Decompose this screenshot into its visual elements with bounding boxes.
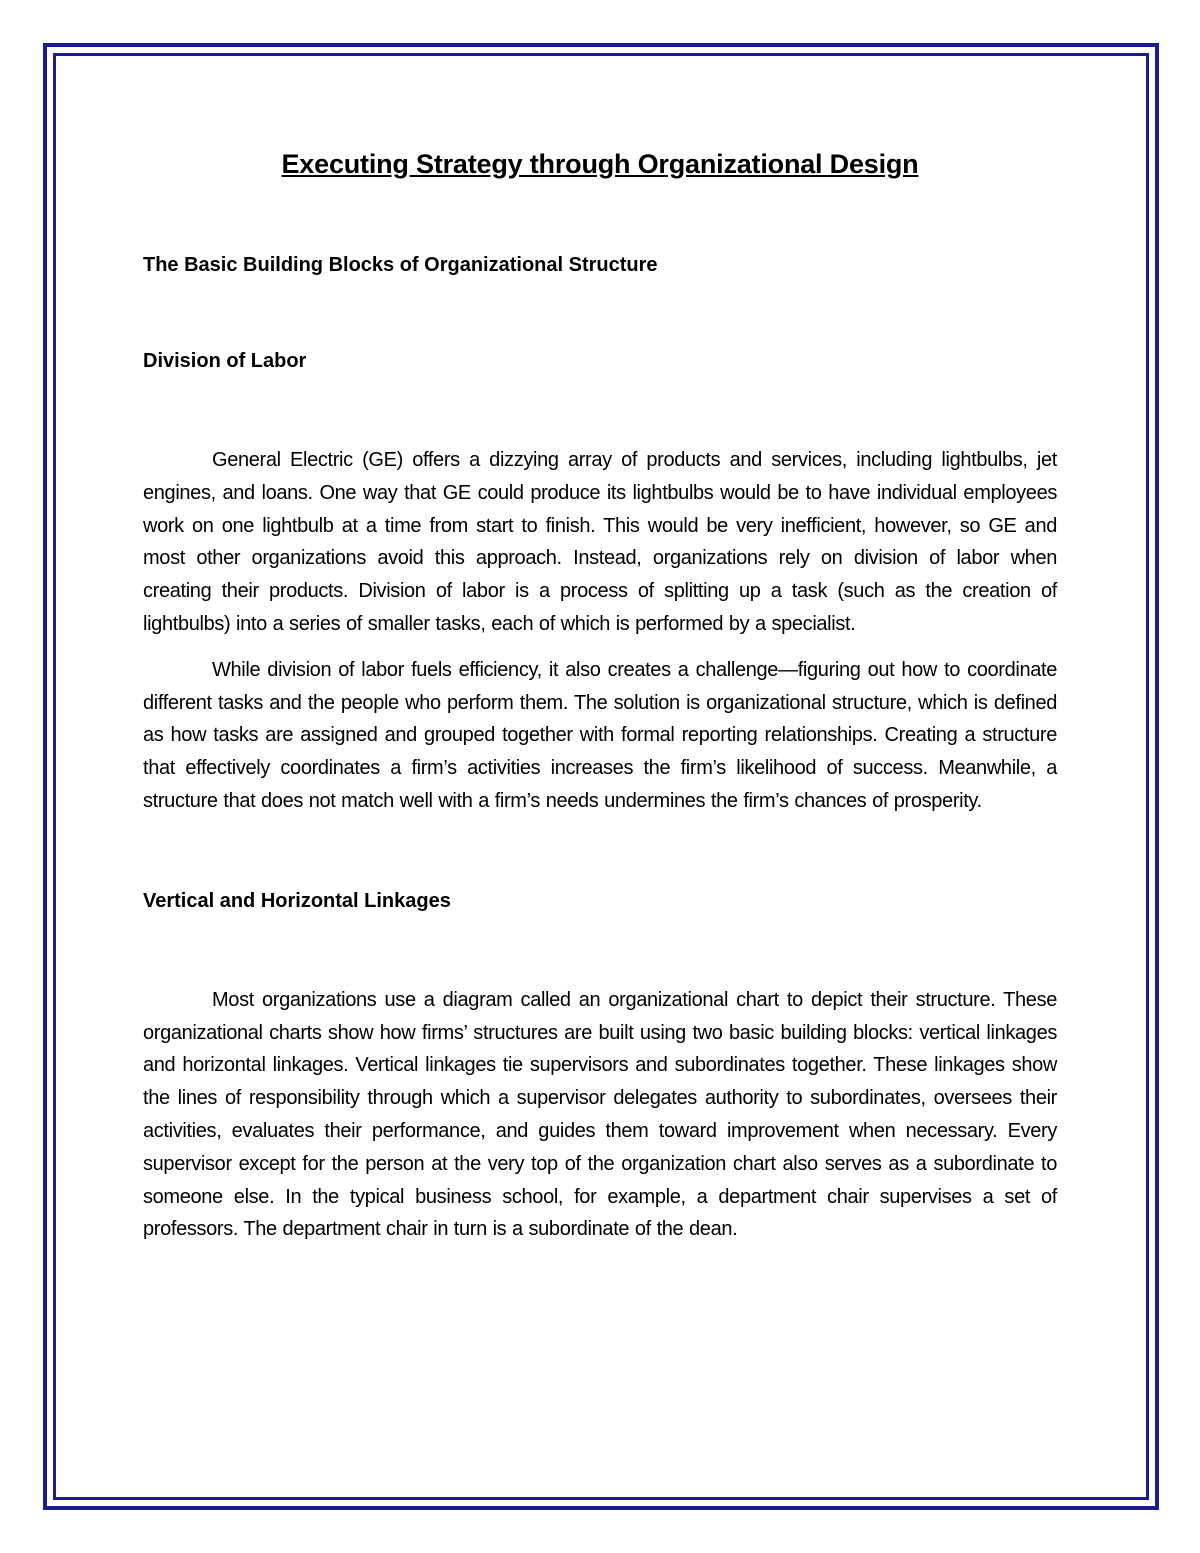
paragraph-division-1: General Electric (GE) offers a dizzying array of products and services, including lightbulbs, jet engines, and loans. One way that GE could produce its lightbulbs would be to have individual employees work on one lightbulb at a time from start to finish. This would be very inefficient, however, so GE and most other organizations avoid this approach. Instead, organizations rely on division of labor when creating their products. Division of labor is a process of splitting up a task (such as the creation of lightbulbs) into a series of smaller tasks, each of which is performed by a specialist.: [143, 449, 1057, 635]
document-title: Executing Strategy through Organizational Design: [281, 149, 919, 179]
section-heading-basic-building-blocks: The Basic Building Blocks of Organizational Structure: [143, 254, 658, 276]
section-heading-vertical-horizontal-linkages: Vertical and Horizontal Linkages: [143, 889, 451, 912]
document-body: [143, 140, 1057, 1246]
paragraph-division-2: While division of labor fuels efficiency, it also creates a challenge—figuring out how to coordinate different tasks and the people who perform them. The solution is organizational structure, which is defined as how tasks are assigned and grouped together with formal reporting relationships. Creating a structure that effectively coordinates a firm’s activities increases the firm’s likelihood of success. Meanwhile, a structure that does not match well with a firm’s needs undermines the firm’s chances of prosperity.: [143, 658, 1057, 812]
section-heading-division-of-labor: Division of Labor: [143, 350, 307, 372]
paragraph-linkages-1: Most organizations use a diagram called an organizational chart to depict their structure. These organizational charts show how firms’ structures are built using two basic building blocks: vertical linkages and horizontal linkages. Vertical linkages tie supervisors and subordinates together. These linkages show the lines of responsibility through which a supervisor delegates authority to subordinates, oversees their activities, evaluates their performance, and guides them toward improvement when necessary. Every supervisor except for the person at the very top of the organization chart also serves as a subordinate to someone else. In the typical business school, for example, a department chair supervises a set of professors. The department chair in turn is a subordinate of the dean.: [143, 988, 1057, 1241]
